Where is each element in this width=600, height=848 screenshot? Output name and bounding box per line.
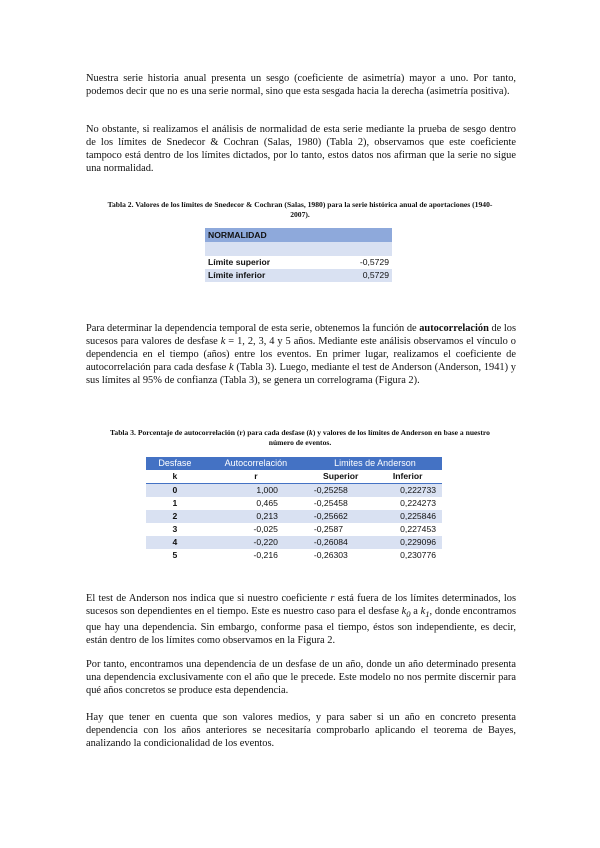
italic-var: k — [309, 428, 313, 437]
italic-var: k — [401, 606, 407, 618]
table-row — [146, 549, 442, 562]
col-desfase: Desfase — [146, 457, 204, 470]
italic-var: k — [420, 606, 426, 618]
table3-autocorrelation — [146, 457, 442, 562]
table2-label: Límite inferior — [205, 269, 328, 282]
col-r: r — [204, 470, 308, 484]
paragraph-dependence: Por tanto, encontramos una dependencia de un desfase de un año, donde un año determinado presenta una dependencia exclusivamente con el año que le precede. Este modelo no nos permite discernir para qué años concretos se produce esta dependencia. — [86, 659, 516, 697]
table2-value: -0,5729 — [328, 256, 392, 269]
table-row — [146, 484, 442, 498]
cell-superior: -0,25458 — [308, 497, 374, 510]
cell-r: -0,216 — [204, 549, 308, 562]
table2-header-row — [205, 228, 392, 242]
text-run: está fuera de los límites determinados, los sucesos son dependientes en el tiempo. Este es nuestro caso para el desfase — [86, 593, 516, 618]
cell-k: 3 — [146, 523, 204, 536]
cell-inferior: 0,230776 — [373, 549, 442, 562]
cell-inferior: 0,227453 — [373, 523, 442, 536]
table-row — [146, 510, 442, 523]
paragraph-skew: Nuestra serie historia anual presenta un sesgo (coeficiente de asimetría) mayor a uno. Por tanto, podemos decir que no es una serie normal, sino que esta sesgada hacia la derecha (asimetría positiva). — [86, 73, 516, 98]
text-run: a — [410, 606, 421, 618]
table-row — [146, 536, 442, 549]
cell-r: 0,213 — [204, 510, 308, 523]
cell-k: 5 — [146, 549, 204, 562]
table2-label: Límite superior — [205, 256, 328, 269]
table2-normality — [205, 228, 392, 282]
paragraph-anderson — [86, 592, 516, 647]
cell-r: 1,000 — [204, 484, 308, 498]
cell-k: 4 — [146, 536, 204, 549]
cell-superior: -0,26303 — [308, 549, 374, 562]
col-limites: Limites de Anderson — [308, 457, 442, 470]
cell-k: 2 — [146, 510, 204, 523]
table3-subheader-row — [146, 470, 442, 484]
text-run: de los sucesos para valores de desfase — [86, 323, 517, 348]
italic-var: k — [220, 336, 226, 348]
table2-value: 0,5729 — [328, 269, 392, 282]
cell-k: 1 — [146, 497, 204, 510]
table3-header-row — [146, 457, 442, 470]
cell-inferior: 0,229096 — [373, 536, 442, 549]
text-run: Tabla 3. Porcentaje de autocorrelación (r) para cada desfase ( — [110, 428, 310, 437]
italic-var: k — [229, 362, 234, 374]
table2-header: NORMALIDAD — [205, 228, 392, 242]
text-run: , donde encontramos que hay una dependencia. Sin embargo, conforme pasa el tiempo, éstos son independiente, es decir, están dentro de los límites como observamos en la Figura 2. — [86, 606, 516, 647]
col-superior: Superior — [308, 470, 374, 484]
cell-inferior: 0,225846 — [373, 510, 442, 523]
cell-inferior: 0,224273 — [373, 497, 442, 510]
table-row — [146, 497, 442, 510]
paragraph-autocorrelation — [86, 322, 516, 387]
paragraph-bayes: Hay que tener en cuenta que son valores medios, y para saber si un año en concreto presenta dependencia con los años anteriores se necesitaría comprobarlo aplicando el teorema de Bayes, analizando la condicionalidad de los eventos. — [86, 712, 516, 750]
cell-inferior: 0,222733 — [373, 484, 442, 498]
table3-caption — [100, 428, 500, 447]
cell-k: 0 — [146, 484, 204, 498]
subscript: 1 — [425, 609, 430, 620]
table-row — [146, 523, 442, 536]
cell-r: -0,220 — [204, 536, 308, 549]
text-run: (Tabla 3). Luego, mediante el test de Anderson (Anderson, 1941) y sus límites al 95% de confianza (Tabla 3), se genera un correlograma (Figura 2). — [86, 362, 516, 387]
cell-superior: -0,25258 — [308, 484, 374, 498]
table-row — [205, 256, 392, 269]
table2-caption: Tabla 2. Valores de los límites de Snedecor & Cochran (Salas, 1980) para la serie histórica anual de aportaciones (1940-2007). — [107, 200, 493, 219]
cell-r: -0,025 — [204, 523, 308, 536]
cell-superior: -0,2587 — [308, 523, 374, 536]
cell-r: 0,465 — [204, 497, 308, 510]
table2-blank-row — [205, 242, 392, 256]
col-autocorrelacion: Autocorrelación — [204, 457, 308, 470]
col-k: k — [146, 470, 204, 484]
text-run: ) y valores de los límites de Anderson en base a nuestro número de eventos. — [268, 428, 490, 447]
cell-superior: -0,26084 — [308, 536, 374, 549]
text-run: Para determinar la dependencia temporal de esta serie, obtenemos la función de — [86, 323, 420, 334]
italic-var: r — [330, 593, 335, 604]
table-row — [205, 269, 392, 282]
text-run: = 1, 2, 3, 4 y 5 años. Mediante este análisis observamos el vínculo o dependencia en el tiempo (años) entre los eventos. En primer lugar, realizamos el coeficiente de autocorrelación para cada desfase — [86, 336, 516, 374]
text-run: El test de Anderson nos indica que si nuestro coeficiente — [86, 593, 331, 604]
col-inferior: Inferior — [373, 470, 442, 484]
cell-superior: -0,25662 — [308, 510, 374, 523]
subscript: 0 — [406, 609, 411, 620]
paragraph-normality: No obstante, si realizamos el análisis de normalidad de esta serie mediante la prueba de sesgo dentro de los límites de Snedecor & Cochran (Salas, 1980) (Tabla 2), observamos que este coeficiente tampoco está dentro de los límites dictados, por lo tanto, estos datos nos afirman que la serie no sigue una normalidad. — [86, 124, 516, 175]
bold-term: autocorrelación — [419, 323, 489, 334]
